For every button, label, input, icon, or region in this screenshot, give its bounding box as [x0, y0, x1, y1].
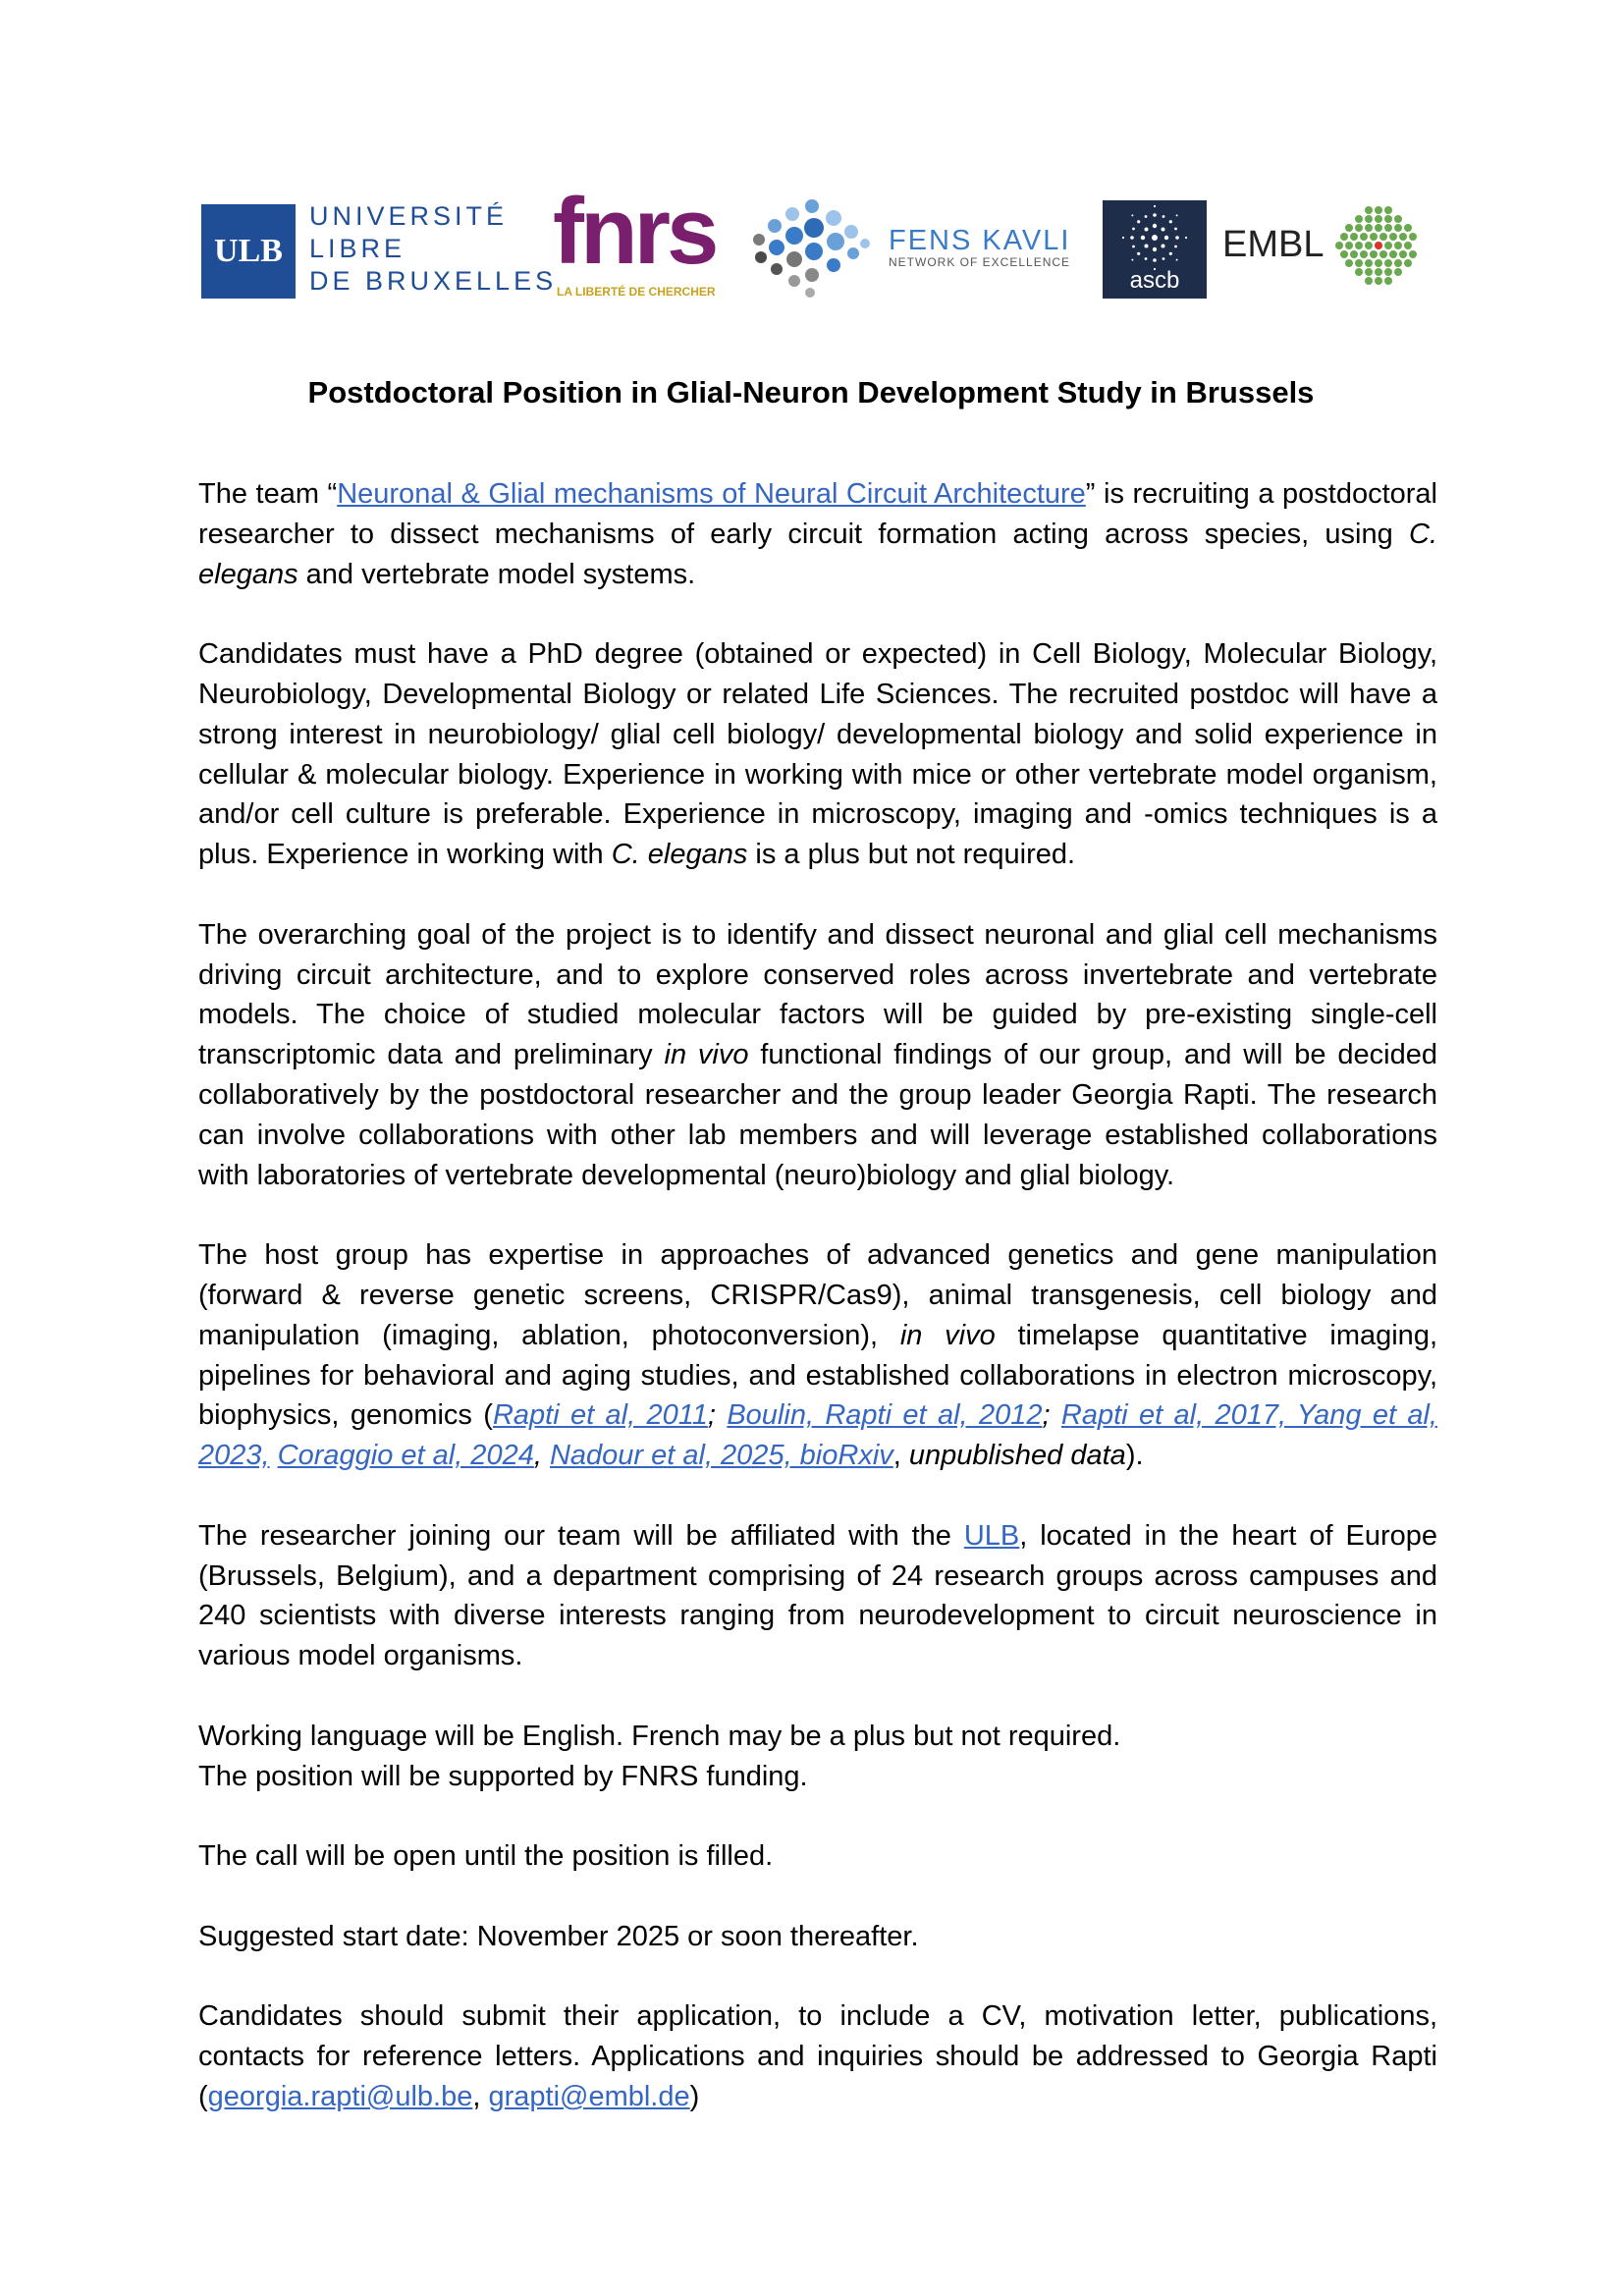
ascb-label: ascb: [1129, 267, 1180, 294]
ascb-logo: [1103, 200, 1207, 299]
ref-link-nadour-2025[interactable]: Nadour et al, 2025, bioRxiv: [549, 1440, 893, 1472]
p4-text-a: The host group has expertise in approaches of advanced genetics and gene manipulation (forward & reverse genetic screens, CRISPR/Cas9), animal transgenesis, cell biology and manipulation (imaging, ablation, photoconversion),: [198, 1239, 1437, 1351]
p1-text-b: ” is recruiting a postdoctoral researcher to dissect mechanisms of early circuit formation acting across species, using: [198, 478, 1437, 550]
ulb-logo-box: ULB: [201, 204, 296, 299]
fens-kavli-name: FENS KAVLI: [889, 225, 1071, 256]
ulb-line-2: LIBRE: [309, 234, 406, 263]
email-link-ulb[interactable]: georgia.rapti@ulb.be: [207, 2080, 473, 2112]
email-link-embl[interactable]: grapti@embl.de: [488, 2080, 690, 2112]
p9-text-a: Candidates should submit their application, to include a CV, motivation letter, publications, contacts for reference letters. Applications and inquiries should be addressed to Georgia Rapti (: [198, 2000, 1437, 2112]
paragraph-host-group: [198, 1235, 1437, 1476]
paragraph-language-funding: [198, 1717, 1437, 1797]
p3-invivo-italic: in vivo: [664, 1039, 749, 1071]
p3-text-a: The overarching goal of the project is to identify and dissect neuronal and glial cell mechanisms driving circuit architecture, and to explore conserved roles across invertebrate and vertebrate models. The choice of studied molecular factors will be guided by pre-existing single-cell transcriptomic data and preliminary: [198, 918, 1437, 1071]
paragraph-call-open: The call will be open until the position is filled.: [198, 1840, 774, 1873]
p4-text-end: ).: [1125, 1440, 1144, 1472]
p5-text-a: The researcher joining our team will be affiliated with the: [198, 1519, 964, 1552]
paragraph-application: [198, 1996, 1437, 2116]
fens-network-dots-icon: [749, 196, 872, 302]
p2-text-a: Candidates must have a PhD degree (obtained or expected) in Cell Biology, Molecular Biology, Neurobiology, Developmental Biology or related Life Sciences. The recruited postdoc will have a strong interest in neurobiology/ glial cell biology/ developmental biology and solid experience in cellular & molecular biology. Experience in working with mice or other vertebrate model organism, and/or cell culture is preferable. Experience in microscopy, imaging and -omics techniques is a plus. Experience in working with: [198, 638, 1437, 871]
p3-text-b: functional findings of our group, and will be decided collaboratively by the postdoctoral researcher and the group leader Georgia Rapti. The research can involve collaborations with other lab members and will leverage established collaborations with laboratories of vertebrate developmental (neuro)biology and glial biology.: [198, 1039, 1437, 1191]
fnrs-tagline: LA LIBERTÉ DE CHERCHER: [557, 285, 716, 299]
ref-link-rapti-2011[interactable]: Rapti et al, 2011: [492, 1399, 708, 1432]
ulb-line-1: UNIVERSITÉ: [309, 201, 509, 231]
p4-text-b: timelapse quantitative imaging, pipelines for behavioral and aging studies, and established collaborations in electron microscopy, biophysics, genomics (: [198, 1319, 1437, 1432]
language-line: Working language will be English. French may be a plus but not required.: [198, 1720, 1121, 1752]
p1-species-italic: C. elegans: [198, 518, 1437, 590]
paragraph-team-intro: [198, 474, 1437, 594]
p2-species-italic: C. elegans: [611, 839, 748, 871]
fnrs-wordmark: fnrs: [553, 179, 716, 284]
p9-sep: ,: [472, 2080, 489, 2112]
p4-unpublished-italic: unpublished data: [908, 1440, 1126, 1472]
paragraph-requirements: [198, 634, 1437, 875]
paragraph-start-date: Suggested start date: November 2025 or soon thereafter.: [198, 1920, 919, 1952]
fnrs-logo: [553, 179, 730, 302]
ascb-starburst-icon: [1103, 200, 1207, 275]
paragraph-affiliation: [198, 1516, 1437, 1676]
page-title: Postdoctoral Position in Glial-Neuron Development Study in Brussels: [307, 375, 1315, 410]
document-body: [198, 474, 1437, 2117]
p5-text-b: , located in the heart of Europe (Brussels, Belgium), and a department comprising of 24 research groups across campuses and 240 scientists with diverse interests ranging from neurodevelopment to circuit neuroscience in various model organisms.: [198, 1519, 1437, 1672]
p4-sep-2: ;: [1042, 1399, 1061, 1432]
ulb-logo-text: [309, 200, 558, 298]
p1-text-c: and vertebrate model systems.: [297, 558, 696, 590]
p4-sep-5: ,: [892, 1440, 909, 1472]
p4-invivo-italic: in vivo: [899, 1319, 996, 1351]
ref-link-coraggio-2024[interactable]: Coraggio et al, 2024: [277, 1440, 534, 1472]
p4-sep-4: ,: [533, 1440, 550, 1472]
ref-link-rapti-2017-yang-2023[interactable]: Rapti et al, 2017, Yang et al, 2023,: [198, 1399, 1437, 1472]
team-link[interactable]: Neuronal & Glial mechanisms of Neural Circuit Architecture: [337, 478, 1086, 510]
fens-kavli-logo-text: [889, 226, 1095, 269]
p4-sep-3: [270, 1440, 278, 1471]
fens-kavli-subtitle: NETWORK OF EXCELLENCE: [889, 255, 1071, 269]
ulb-link[interactable]: ULB: [963, 1519, 1020, 1552]
p9-text-end: ): [689, 2080, 700, 2112]
ref-link-boulin-2012[interactable]: Boulin, Rapti et al, 2012: [727, 1399, 1043, 1432]
p1-text-a: The team “: [198, 478, 338, 510]
p4-sep-1: ;: [707, 1399, 728, 1432]
embl-hexagon-dots-icon: [1335, 204, 1419, 293]
embl-wordmark: EMBL: [1222, 224, 1325, 265]
logo-banner: [201, 179, 1419, 304]
paragraph-project-goal: [198, 915, 1437, 1196]
funding-line: The position will be supported by FNRS funding.: [198, 1760, 808, 1792]
p2-text-b: is a plus but not required.: [747, 839, 1076, 871]
ulb-line-3: DE BRUXELLES: [309, 266, 558, 296]
